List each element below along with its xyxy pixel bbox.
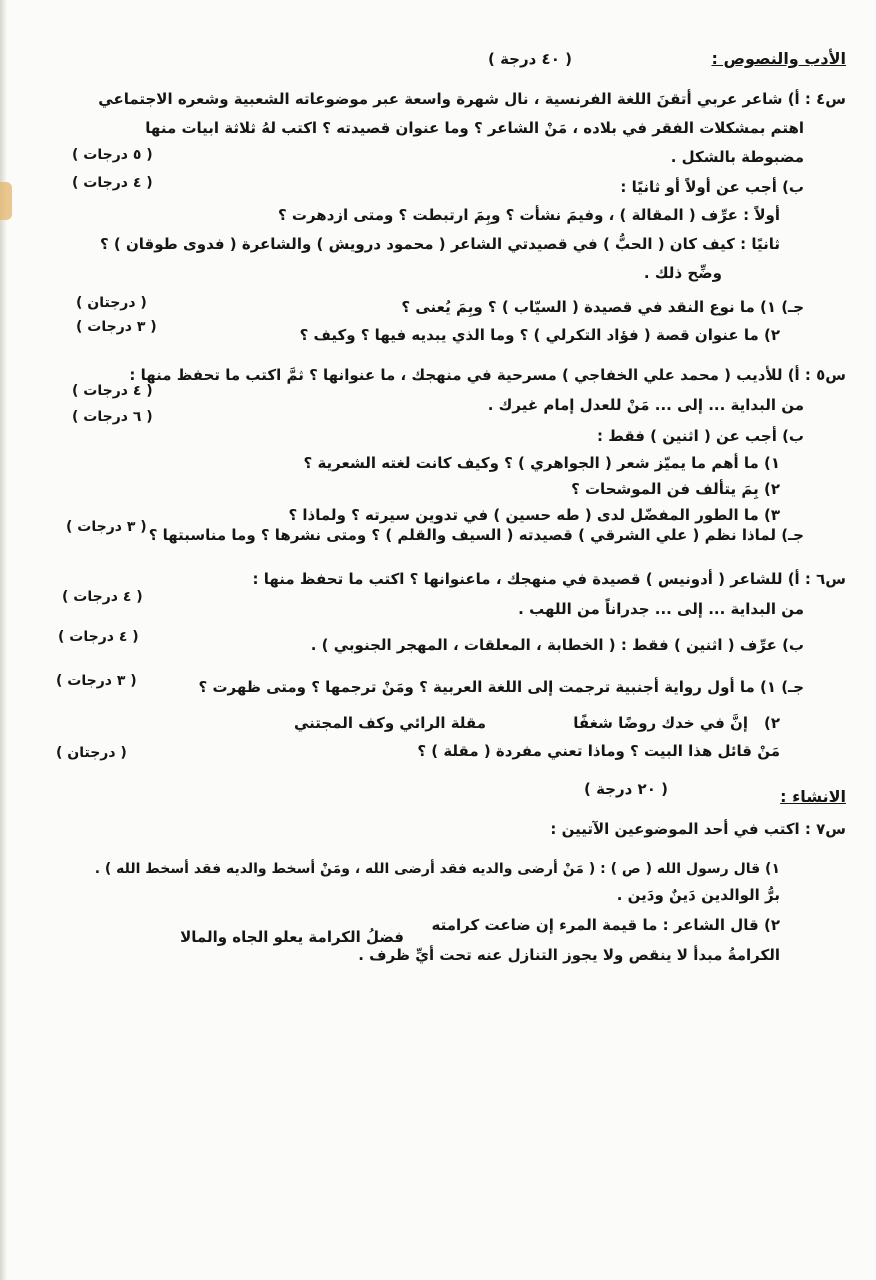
q4-c2: ٢) ما عنوان قصة ( فؤاد التكرلي ) ؟ وما الذي يبديه فيها ؟ وكيف ؟ — [299, 326, 780, 344]
q5-a-range: من البداية ... إلى ... مَنْ للعدل إمام غيرك . — [487, 396, 804, 414]
q7-topic1-line-1: ١) قال رسول الله ( ص ) : ( مَنْ أرضى والديه فقد أرضى الله ، ومَنْ أسخط والديه فقد أسخط الله ) . — [94, 861, 780, 877]
q5-b-marks: ( ٦ درجات ) — [72, 409, 153, 425]
q7-topic1-line-2: برُّ الوالدين دَينٌ ودَين . — [616, 886, 780, 904]
composition-section-marks: ( ٢٠ درجة ) — [584, 780, 668, 798]
q4-c2-marks: ( ٣ درجات ) — [76, 319, 157, 335]
composition-section-title: الانشاء : — [780, 787, 846, 806]
q6-c2-question: مَنْ قائل هذا البيت ؟ وماذا تعني مفردة ( مقلة ) ؟ — [417, 742, 780, 760]
q4-b-marks: ( ٤ درجات ) — [72, 175, 153, 191]
q4-b-second-line-1: ثانيًا : كيف كان ( الحبُّ ) في قصيدتي الشاعر ( محمود درويش ) والشاعرة ( فدوى طوقان ) ؟ — [99, 235, 780, 253]
q6-c1-marks: ( ٣ درجات ) — [56, 673, 137, 689]
literature-section-title: الأدب والنصوص : — [711, 49, 846, 68]
q4-a-marks: ( ٥ درجات ) — [72, 147, 153, 163]
q4-a-line-1: س٤ : أ) شاعر عربي أتقنَ اللغة الفرنسية ، نال شهرة واسعة عبر موضوعاته الشعبية وشعره الاجتماعي — [98, 90, 846, 108]
q6-c2-hemistich-1: إنَّ في خدك روضًا شغفًا — [573, 714, 748, 732]
q7-topic2-line-2: الكرامةُ مبدأ لا ينقص ولا يجوز التنازل عنه تحت أيِّ ظرف . — [358, 946, 780, 964]
q4-b-second-line-2: وضِّح ذلك . — [643, 264, 722, 282]
q6-c2-hemistich-2: مقلة الرائي وكف المجتني — [294, 714, 486, 732]
q5-c: جـ) لماذا نظم ( علي الشرقي ) قصيدته ( السيف والقلم ) ؟ ومتى نشرها ؟ وما مناسبتها ؟ — [148, 526, 804, 544]
q4-b-first: أولاً : عرِّف ( المقالة ) ، وفيمَ نشأت ؟ وبِمَ ارتبطت ؟ ومتى ازدهرت ؟ — [277, 206, 780, 224]
q4-c1: جـ) ١) ما نوع النقد في قصيدة ( السيّاب ) ؟ وبِمَ يُعنى ؟ — [401, 298, 804, 316]
q6-b: ب) عرِّف ( اثنين ) فقط : ( الخطابة ، المعلقات ، المهجر الجنوبي ) . — [310, 636, 804, 654]
q6-a-marks: ( ٤ درجات ) — [62, 589, 143, 605]
q6-c2-number: ٢) — [763, 714, 780, 732]
q5-b-intro: ب) أجب عن ( اثنين ) فقط : — [597, 427, 804, 445]
q7-topic2-line-1: ٢) قال الشاعر : ما قيمة المرء إن ضاعت كرامته — [431, 916, 780, 934]
q4-a-line-2: اهتم بمشكلات الفقر في بلاده ، مَنْ الشاعر ؟ وما عنوان قصيدته ؟ اكتب لهُ ثلاثة ابيات منها — [145, 119, 804, 137]
q7-intro: س٧ : اكتب في أحد الموضوعين الآتيين : — [550, 820, 846, 838]
q4-c1-marks: ( درجتان ) — [76, 295, 147, 311]
q5-c-marks: ( ٣ درجات ) — [66, 519, 147, 535]
q6-a-range: من البداية ... إلى ... جدراناً من اللهب . — [518, 600, 804, 618]
q7-topic2-second-hemistich: فضلُ الكرامة يعلو الجاه والمالا — [180, 928, 404, 946]
q6-a: س٦ : أ) للشاعر ( أدونيس ) قصيدة في منهجك ، ماعنوانها ؟ اكتب ما تحفظ منها : — [252, 570, 846, 588]
paper-stain — [0, 182, 12, 220]
literature-section-marks: ( ٤٠ درجة ) — [488, 50, 572, 68]
q6-b-marks: ( ٤ درجات ) — [58, 629, 139, 645]
q5-b-item-1: ١) ما أهم ما يميّز شعر ( الجواهري ) ؟ وكيف كانت لغته الشعرية ؟ — [303, 454, 780, 472]
q4-a-line-3: مضبوطة بالشكل . — [670, 148, 804, 166]
q4-b-intro: ب) أجب عن أولاً أو ثانيًا : — [620, 178, 804, 196]
q5-b-item-3: ٣) ما الطور المفضّل لدى ( طه حسين ) في تدوين سيرته ؟ ولماذا ؟ — [288, 506, 780, 524]
q5-a: س٥ : أ) للأديب ( محمد علي الخفاجي ) مسرحية في منهجك ، ما عنوانها ؟ ثمَّ اكتب ما تحفظ منها : — [129, 366, 846, 384]
q6-c1: جـ) ١) ما أول رواية أجنبية ترجمت إلى اللغة العربية ؟ ومَنْ ترجمها ؟ ومتى ظهرت ؟ — [198, 678, 804, 696]
q5-b-item-2: ٢) بِمَ يتألف فن الموشحات ؟ — [571, 480, 780, 498]
q5-a-marks: ( ٤ درجات ) — [72, 383, 153, 399]
q6-c2-marks: ( درجتان ) — [56, 745, 127, 761]
